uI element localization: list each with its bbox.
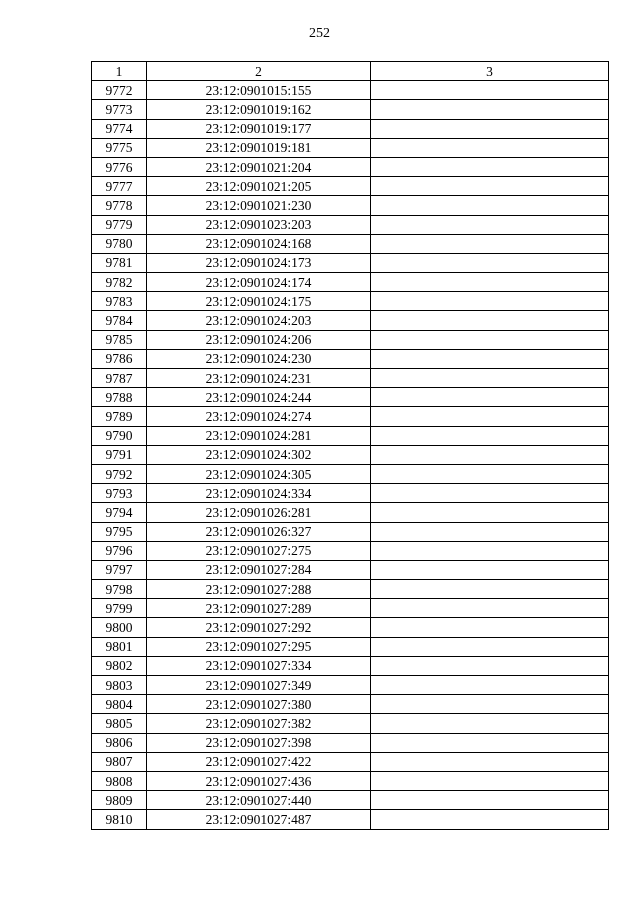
- table-row: [92, 234, 609, 253]
- cadastral-number-cell: 23:12:0901027:436: [147, 771, 371, 790]
- table-row: [92, 388, 609, 407]
- row-number-cell: 9786: [92, 349, 147, 368]
- table-row: [92, 292, 609, 311]
- cadastral-number-cell: 23:12:0901015:155: [147, 81, 371, 100]
- cadastral-number-cell: 23:12:0901021:204: [147, 157, 371, 176]
- cadastral-number-cell: 23:12:0901024:274: [147, 407, 371, 426]
- note-cell: [371, 752, 609, 771]
- table-row: [92, 100, 609, 119]
- note-cell: [371, 676, 609, 695]
- table-row: [92, 407, 609, 426]
- row-number-cell: 9804: [92, 695, 147, 714]
- row-number-cell: 9781: [92, 253, 147, 272]
- table-row: [92, 138, 609, 157]
- note-cell: [371, 637, 609, 656]
- table-row: [92, 771, 609, 790]
- row-number-cell: 9797: [92, 560, 147, 579]
- row-number-cell: 9777: [92, 177, 147, 196]
- table-row: [92, 330, 609, 349]
- row-number-cell: 9775: [92, 138, 147, 157]
- column-header-2: 2: [147, 62, 371, 81]
- row-number-cell: 9802: [92, 656, 147, 675]
- cadastral-number-cell: 23:12:0901026:327: [147, 522, 371, 541]
- note-cell: [371, 215, 609, 234]
- column-header-1: 1: [92, 62, 147, 81]
- row-number-cell: 9785: [92, 330, 147, 349]
- cadastral-table: [91, 61, 609, 830]
- note-cell: [371, 522, 609, 541]
- table-row: [92, 215, 609, 234]
- note-cell: [371, 81, 609, 100]
- table-row: [92, 177, 609, 196]
- row-number-cell: 9784: [92, 311, 147, 330]
- cadastral-number-cell: 23:12:0901024:206: [147, 330, 371, 349]
- table-row: [92, 81, 609, 100]
- note-cell: [371, 253, 609, 272]
- note-cell: [371, 445, 609, 464]
- cadastral-number-cell: 23:12:0901027:334: [147, 656, 371, 675]
- cadastral-number-cell: 23:12:0901024:174: [147, 273, 371, 292]
- table-row: [92, 695, 609, 714]
- cadastral-number-cell: 23:12:0901024:175: [147, 292, 371, 311]
- cadastral-number-cell: 23:12:0901021:230: [147, 196, 371, 215]
- row-number-cell: 9795: [92, 522, 147, 541]
- note-cell: [371, 119, 609, 138]
- row-number-cell: 9789: [92, 407, 147, 426]
- table-row: [92, 637, 609, 656]
- note-cell: [371, 349, 609, 368]
- note-cell: [371, 369, 609, 388]
- table-row: [92, 464, 609, 483]
- table-row: [92, 349, 609, 368]
- cadastral-number-cell: 23:12:0901027:275: [147, 541, 371, 560]
- cadastral-number-cell: 23:12:0901027:289: [147, 599, 371, 618]
- cadastral-number-cell: 23:12:0901026:281: [147, 503, 371, 522]
- note-cell: [371, 196, 609, 215]
- row-number-cell: 9799: [92, 599, 147, 618]
- row-number-cell: 9779: [92, 215, 147, 234]
- note-cell: [371, 484, 609, 503]
- note-cell: [371, 464, 609, 483]
- table-row: [92, 273, 609, 292]
- cadastral-number-cell: 23:12:0901024:244: [147, 388, 371, 407]
- row-number-cell: 9778: [92, 196, 147, 215]
- table-row: [92, 791, 609, 810]
- table-row: [92, 752, 609, 771]
- table-row: [92, 541, 609, 560]
- note-cell: [371, 177, 609, 196]
- table-row: [92, 580, 609, 599]
- table-row: [92, 426, 609, 445]
- row-number-cell: 9774: [92, 119, 147, 138]
- column-header-3: 3: [371, 62, 609, 81]
- table-row: [92, 522, 609, 541]
- row-number-cell: 9790: [92, 426, 147, 445]
- table-row: [92, 599, 609, 618]
- row-number-cell: 9803: [92, 676, 147, 695]
- row-number-cell: 9807: [92, 752, 147, 771]
- table-row: [92, 810, 609, 829]
- row-number-cell: 9791: [92, 445, 147, 464]
- note-cell: [371, 618, 609, 637]
- note-cell: [371, 599, 609, 618]
- row-number-cell: 9773: [92, 100, 147, 119]
- cadastral-number-cell: 23:12:0901027:292: [147, 618, 371, 637]
- row-number-cell: 9792: [92, 464, 147, 483]
- header-row: [92, 62, 609, 81]
- note-cell: [371, 388, 609, 407]
- note-cell: [371, 695, 609, 714]
- note-cell: [371, 560, 609, 579]
- table-row: [92, 484, 609, 503]
- row-number-cell: 9806: [92, 733, 147, 752]
- note-cell: [371, 503, 609, 522]
- table-row: [92, 560, 609, 579]
- cadastral-number-cell: 23:12:0901019:162: [147, 100, 371, 119]
- cadastral-number-cell: 23:12:0901027:349: [147, 676, 371, 695]
- table-row: [92, 311, 609, 330]
- note-cell: [371, 292, 609, 311]
- cadastral-number-cell: 23:12:0901027:382: [147, 714, 371, 733]
- note-cell: [371, 580, 609, 599]
- table-row: [92, 253, 609, 272]
- cadastral-number-cell: 23:12:0901019:177: [147, 119, 371, 138]
- table-row: [92, 733, 609, 752]
- note-cell: [371, 656, 609, 675]
- cadastral-number-cell: 23:12:0901024:168: [147, 234, 371, 253]
- table-row: [92, 618, 609, 637]
- cadastral-number-cell: 23:12:0901027:440: [147, 791, 371, 810]
- note-cell: [371, 771, 609, 790]
- cadastral-number-cell: 23:12:0901027:380: [147, 695, 371, 714]
- table-header: [92, 62, 609, 81]
- cadastral-number-cell: 23:12:0901024:305: [147, 464, 371, 483]
- page-number: 252: [309, 26, 330, 41]
- row-number-cell: 9798: [92, 580, 147, 599]
- row-number-cell: 9787: [92, 369, 147, 388]
- note-cell: [371, 157, 609, 176]
- note-cell: [371, 100, 609, 119]
- note-cell: [371, 138, 609, 157]
- table-row: [92, 119, 609, 138]
- cadastral-number-cell: 23:12:0901023:203: [147, 215, 371, 234]
- cadastral-number-cell: 23:12:0901027:487: [147, 810, 371, 829]
- row-number-cell: 9809: [92, 791, 147, 810]
- row-number-cell: 9794: [92, 503, 147, 522]
- cadastral-number-cell: 23:12:0901027:284: [147, 560, 371, 579]
- table-row: [92, 676, 609, 695]
- cadastral-number-cell: 23:12:0901027:295: [147, 637, 371, 656]
- table-body: [92, 81, 609, 829]
- cadastral-number-cell: 23:12:0901024:203: [147, 311, 371, 330]
- note-cell: [371, 234, 609, 253]
- row-number-cell: 9793: [92, 484, 147, 503]
- row-number-cell: 9808: [92, 771, 147, 790]
- row-number-cell: 9780: [92, 234, 147, 253]
- note-cell: [371, 426, 609, 445]
- note-cell: [371, 733, 609, 752]
- note-cell: [371, 311, 609, 330]
- cadastral-number-cell: 23:12:0901024:231: [147, 369, 371, 388]
- table-row: [92, 369, 609, 388]
- row-number-cell: 9800: [92, 618, 147, 637]
- table-row: [92, 445, 609, 464]
- table-row: [92, 656, 609, 675]
- note-cell: [371, 810, 609, 829]
- note-cell: [371, 791, 609, 810]
- row-number-cell: 9805: [92, 714, 147, 733]
- table-row: [92, 196, 609, 215]
- cadastral-number-cell: 23:12:0901024:281: [147, 426, 371, 445]
- note-cell: [371, 541, 609, 560]
- row-number-cell: 9810: [92, 810, 147, 829]
- row-number-cell: 9776: [92, 157, 147, 176]
- note-cell: [371, 273, 609, 292]
- cadastral-number-cell: 23:12:0901024:302: [147, 445, 371, 464]
- cadastral-number-cell: 23:12:0901027:288: [147, 580, 371, 599]
- row-number-cell: 9801: [92, 637, 147, 656]
- row-number-cell: 9796: [92, 541, 147, 560]
- cadastral-number-cell: 23:12:0901019:181: [147, 138, 371, 157]
- table-row: [92, 157, 609, 176]
- row-number-cell: 9788: [92, 388, 147, 407]
- table-row: [92, 503, 609, 522]
- table-row: [92, 714, 609, 733]
- cadastral-number-cell: 23:12:0901027:422: [147, 752, 371, 771]
- row-number-cell: 9783: [92, 292, 147, 311]
- row-number-cell: 9782: [92, 273, 147, 292]
- cadastral-number-cell: 23:12:0901027:398: [147, 733, 371, 752]
- note-cell: [371, 407, 609, 426]
- cadastral-number-cell: 23:12:0901021:205: [147, 177, 371, 196]
- note-cell: [371, 330, 609, 349]
- cadastral-number-cell: 23:12:0901024:173: [147, 253, 371, 272]
- cadastral-number-cell: 23:12:0901024:334: [147, 484, 371, 503]
- cadastral-number-cell: 23:12:0901024:230: [147, 349, 371, 368]
- row-number-cell: 9772: [92, 81, 147, 100]
- note-cell: [371, 714, 609, 733]
